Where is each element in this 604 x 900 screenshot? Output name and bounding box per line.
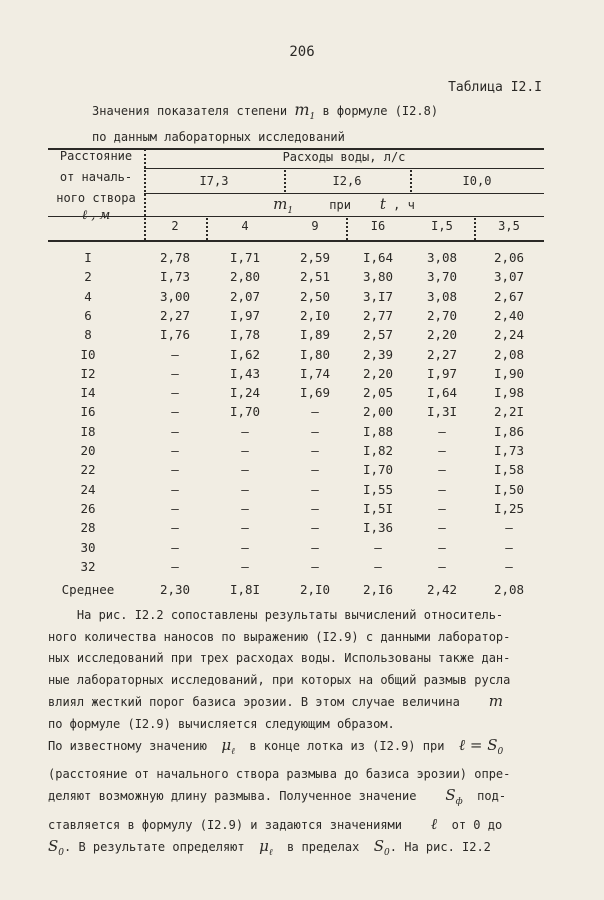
table-cell-value: I,69 (299, 385, 331, 401)
table-cell-value: I,70 (362, 462, 394, 478)
table-mean-value: 2,I0 (299, 582, 331, 598)
table-cell-value: – (505, 539, 513, 555)
paragraph-line: По известному значению $\mu_\ell$ в конце лотка из (I2.9) при ℓ = $S_0$ (48, 736, 504, 757)
table-cell-value: I,98 (493, 385, 525, 401)
table-cell-value: 2,57 (362, 327, 394, 343)
table-cell-value: – (311, 481, 319, 497)
table-cell-distance: 6 (84, 307, 92, 323)
table-cell-distance: 22 (80, 462, 96, 478)
table-cell-value: I,70 (229, 404, 261, 420)
table-cell-distance: I (84, 250, 92, 265)
table-cell-distance: 30 (80, 539, 96, 555)
table-cell-value: – (438, 462, 446, 478)
header-distance-3: ного створа (56, 191, 136, 205)
paragraph-line: $S_0$. В результате определяют $\mu_\ell$ в пределах $S_0$. На рис. I2.2 (48, 837, 491, 858)
table-header-bottom-rule (48, 240, 544, 242)
at-word: при (329, 198, 351, 212)
table-cell-value: I,25 (493, 500, 525, 516)
t-unit: , ч (393, 198, 415, 212)
table-cell-value: – (171, 443, 179, 458)
time-value: I6 (370, 219, 386, 233)
table-cell-distance: 20 (80, 443, 96, 458)
formula-symbol: m (488, 692, 503, 710)
table-cell-value: – (241, 443, 249, 458)
table-cell-distance: I8 (80, 423, 96, 439)
table-cell-value: – (241, 539, 249, 555)
table-cell-value: 3,08 (426, 250, 458, 265)
table-cell-value: – (241, 500, 249, 516)
formula-symbol: $\mu_\ell$ (259, 837, 273, 858)
header-distance-4: ℓ , м (81, 208, 111, 223)
table-cell-value: 2,39 (362, 346, 394, 362)
column-separator (206, 218, 208, 240)
table-cell-value: – (311, 500, 319, 516)
caption-text: Значения показателя степени (92, 104, 288, 118)
table-cell-value: – (311, 423, 319, 439)
table-cell-value: – (171, 558, 179, 574)
table-cell-value: 2,08 (493, 346, 525, 362)
table-cell-value: – (171, 423, 179, 439)
table-cell-value: – (241, 520, 249, 536)
formula-symbol: $S_0$ (48, 837, 65, 858)
table-cell-value: – (438, 481, 446, 497)
table-cell-value: 2,20 (426, 327, 458, 343)
table-cell-value: 2,40 (493, 307, 525, 323)
table-cell-value: I,88 (362, 423, 394, 439)
table-cell-value: I,76 (159, 327, 191, 343)
table-m-rule (144, 193, 544, 194)
table-cell-value: – (171, 520, 179, 536)
table-cell-value: I,86 (493, 423, 525, 439)
paragraph-line: ные лабораторных исследований, при которых на общий размыв русла (48, 672, 511, 687)
table-cell-value: I,43 (229, 365, 261, 381)
formula-symbol: ℓ = $S_0$ (458, 736, 504, 757)
table-cell-value: I,73 (493, 443, 525, 458)
table-cell-value: 3,I7 (362, 288, 394, 304)
table-cell-value: – (311, 404, 319, 420)
table-cell-value: – (311, 539, 319, 555)
table-cell-value: – (171, 539, 179, 555)
table-cell-value: – (171, 404, 179, 420)
m-symbol: $m_1$ (273, 195, 294, 216)
table-cell-value: – (374, 558, 382, 574)
table-cell-distance: 28 (80, 520, 96, 536)
table-mean-value: I,8I (229, 582, 261, 598)
time-value: 2 (171, 219, 179, 233)
table-cell-value: 2,07 (229, 288, 261, 304)
table-mean-value: 2,42 (426, 582, 458, 598)
table-cell-value: 3,70 (426, 269, 458, 285)
formula-symbol: $S_ф$ (445, 786, 463, 807)
table-cell-value: 2,06 (493, 250, 525, 265)
table-cell-value: I,62 (229, 346, 261, 362)
time-value: I,5 (431, 219, 453, 233)
paragraph-line: ных исследований при трех расходах воды. Использованы также дан- (48, 651, 511, 665)
paragraph-line: ставляется в формулу (I2.9) и задаются значениями ℓ от 0 до (48, 814, 503, 833)
table-cell-value: – (171, 346, 179, 362)
paragraph-line: по формуле (I2.9) вычисляется следующим образом. (48, 716, 395, 731)
table-cell-value: 2,I0 (299, 307, 331, 323)
table-cell-value: – (241, 558, 249, 574)
caption-text: в формуле (I2.8) (322, 104, 439, 118)
table-mean-value: 2,I6 (362, 582, 394, 598)
table-cell-value: I,3I (426, 404, 458, 420)
formula-symbol: ℓ (430, 814, 438, 833)
table-cell-value: I,90 (493, 365, 525, 381)
table-cell-value: – (241, 481, 249, 497)
paragraph-line: На рис. I2.2 сопоставлены результаты вычислений относитель- (76, 608, 504, 622)
table-cell-value: – (311, 520, 319, 536)
table-cell-value: – (171, 500, 179, 516)
table-cell-value: I,80 (299, 346, 331, 362)
table-cell-value: 2,67 (493, 288, 525, 304)
table-cell-value: – (505, 558, 513, 574)
body-paragraph (48, 605, 548, 865)
table-cell-value: – (438, 423, 446, 439)
table-cell-value: – (311, 558, 319, 574)
table-cell-distance: I2 (80, 365, 96, 381)
table-cell-value: I,71 (229, 250, 261, 265)
table-mean-label: Среднее (61, 582, 115, 598)
paragraph-line: ного количества наносов по выражению (I2.9) с данными лаборатор- (48, 629, 511, 644)
table-cell-value: I,74 (299, 365, 331, 381)
header-distance-2: от началь- (59, 170, 133, 184)
table-cell-value: I,5I (362, 500, 394, 516)
table-cell-value: I,24 (229, 385, 261, 401)
paragraph-line: (расстояние от начального створа размыва до базиса эрозии) опре- (48, 766, 511, 781)
table-cell-value: – (505, 520, 513, 536)
table-cell-value: 2,27 (426, 346, 458, 362)
table-cell-value: – (241, 423, 249, 439)
table-cell-value: 2,59 (299, 250, 331, 265)
paragraph-line: влиял жесткий порог базиса эрозии. В этом случае величина m (48, 692, 503, 710)
table-cell-distance: 32 (80, 558, 96, 574)
page-number: 206 (289, 44, 315, 60)
table-cell-distance: I6 (80, 404, 96, 420)
table-cell-value: I,89 (299, 327, 331, 343)
table-cell-distance: 26 (80, 500, 96, 516)
table-cell-value: – (438, 500, 446, 516)
column-separator (474, 218, 476, 240)
table-cell-value: 2,50 (299, 288, 331, 304)
table-cell-value: – (438, 520, 446, 536)
table-cell-value: I,64 (362, 250, 394, 265)
table-cell-value: 2,78 (159, 250, 191, 265)
table-cell-value: – (438, 443, 446, 458)
table-cell-value: 2,00 (362, 404, 394, 420)
table-cell-value: 2,27 (159, 307, 191, 323)
flow-value: I7,3 (199, 174, 229, 188)
table-mean-value: 2,30 (159, 582, 191, 598)
table-cell-distance: 2 (84, 269, 92, 285)
column-separator (144, 149, 146, 240)
table-cell-value: – (241, 462, 249, 478)
table-cell-value: 3,08 (426, 288, 458, 304)
table-mean-value: 2,08 (493, 582, 525, 598)
table-caption (92, 100, 438, 147)
table-cell-value: – (171, 462, 179, 478)
table-label: Таблица I2.I (448, 80, 542, 95)
formula-symbol: $\mu_\ell$ (221, 736, 235, 757)
header-m-at-t (144, 195, 544, 216)
table-cell-value: I,36 (362, 520, 394, 536)
table-cell-value: 3,00 (159, 288, 191, 304)
table-cell-distance: I4 (80, 385, 96, 401)
table-cell-value: – (311, 443, 319, 458)
caption-line2: по данным лабораторных исследований (92, 130, 345, 145)
table-cell-value: I,78 (229, 327, 261, 343)
table-cell-value: 2,20 (362, 365, 394, 381)
table-cell-value: I,64 (426, 385, 458, 401)
header-distance-1: Расстояние (59, 149, 133, 163)
flow-value: I2,6 (332, 174, 362, 188)
table-cell-value: I,50 (493, 481, 525, 497)
table-cell-value: I,97 (229, 307, 261, 323)
column-separator (284, 170, 286, 192)
table-cell-value: 3,80 (362, 269, 394, 285)
table-cell-value: 2,77 (362, 307, 394, 323)
t-symbol: t (379, 195, 386, 213)
column-separator (346, 218, 348, 240)
table-cell-value: I,82 (362, 443, 394, 458)
table-cell-value: 3,07 (493, 269, 525, 285)
paragraph-line: деляют возможную длину размыва. Полученное значение $S_ф$ под- (48, 786, 507, 807)
table-cell-value: 2,05 (362, 385, 394, 401)
table-cell-distance: 24 (80, 481, 96, 497)
column-separator (410, 170, 412, 192)
caption-symbol: $m_1$ (294, 100, 316, 123)
header-flows: Расходы воды, л/с (282, 150, 406, 164)
table-cell-value: – (171, 385, 179, 401)
table-cell-value: – (171, 365, 179, 381)
table-cell-value: 2,80 (229, 269, 261, 285)
table-cell-distance: 8 (84, 327, 92, 343)
table-cell-value: 2,24 (493, 327, 525, 343)
table-cell-value: I,97 (426, 365, 458, 381)
table-cell-value: – (311, 462, 319, 478)
table-cell-value: – (438, 539, 446, 555)
table-cell-distance: 4 (84, 288, 92, 304)
table-flow-rule (144, 168, 544, 169)
time-value: 4 (241, 219, 249, 233)
table-cell-value: I,55 (362, 481, 394, 497)
table-cell-value: 2,51 (299, 269, 331, 285)
time-value: 9 (311, 219, 319, 233)
table-cell-value: 2,70 (426, 307, 458, 323)
time-value: 3,5 (498, 219, 520, 233)
formula-symbol: $S_0$ (373, 837, 390, 858)
table-cell-value: – (374, 539, 382, 555)
flow-value: I0,0 (462, 174, 492, 188)
table-cell-value: I,73 (159, 269, 191, 285)
table-cell-value: – (438, 558, 446, 574)
table-cell-value: – (171, 481, 179, 497)
table-cell-value: 2,2I (493, 404, 525, 420)
table-cell-distance: I0 (80, 346, 96, 362)
table-cell-value: I,58 (493, 462, 525, 478)
